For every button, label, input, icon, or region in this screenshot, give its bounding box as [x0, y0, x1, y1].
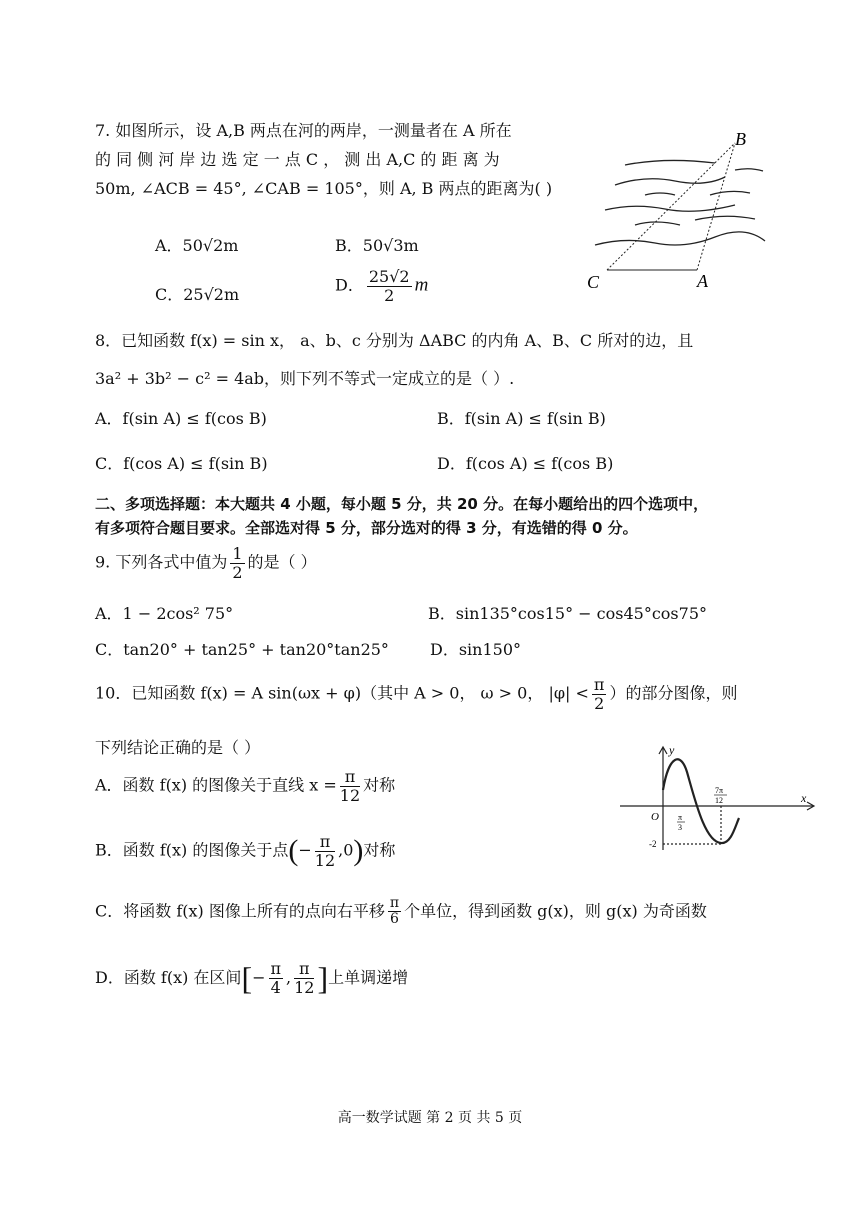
q9-stem	[95, 545, 317, 581]
river-wave	[615, 177, 725, 185]
y-axis-label: y	[669, 743, 675, 757]
tick-7pi12-num: 7π	[715, 786, 724, 795]
option-fraction	[388, 896, 401, 928]
q10-option-a	[95, 768, 395, 804]
frac-num: π	[389, 895, 400, 911]
river-wave	[635, 222, 680, 225]
q10-stem-text-end: ）的部分图像，则	[609, 683, 738, 703]
point-b-label: B	[735, 129, 746, 149]
q7-option-d-fraction	[367, 268, 412, 304]
q8-option-c: C．f(cos A) ≤ f(sin B)	[95, 454, 268, 473]
section2-heading-line2: 有多项符合题目要求。全部选对得 5 分，部分选对的得 3 分，有选错的得 0 分。	[95, 519, 638, 537]
q8-option-b: B．f(sin A) ≤ f(sin B)	[437, 409, 606, 428]
frac-num: π	[270, 959, 282, 979]
q7-stem-line2: 的 同 侧 河 岸 边 选 定 一 点 C ， 测 出 A,C 的 距 离 为	[95, 150, 500, 169]
x-axis-label: x	[801, 791, 807, 805]
frac-den: 12	[339, 785, 361, 805]
option-text-end: 对称	[363, 775, 396, 795]
tick-neg2: -2	[649, 839, 657, 849]
q7-stem-line1: 7. 如图所示，设 A,B 两点在河的两岸，一测量者在 A 所在	[95, 121, 512, 140]
q10-stem-line2: 下列结论正确的是（ ）	[95, 738, 261, 757]
option-fraction	[315, 833, 335, 869]
q7-option-d-unit: m	[414, 274, 429, 296]
river-wave	[625, 160, 715, 165]
frac-num: 25√2	[368, 267, 410, 286]
q9-option-b: B．sin135°cos15° − cos45°cos75°	[428, 604, 708, 623]
bracket-open: [	[241, 960, 253, 996]
frac-den: 4	[270, 978, 281, 997]
q10-stem-text: 10．已知函数 f(x) = A sin(ωx + φ)（其中 A > 0， ω > 0， |φ| <	[95, 683, 589, 703]
frac-num: π	[294, 960, 314, 979]
frac-num: π	[340, 768, 360, 787]
q7-option-b: B．50√3m	[335, 236, 419, 255]
q7-option-c: C．25√2m	[155, 285, 240, 304]
paren-open: (	[288, 834, 299, 868]
option-fraction	[269, 960, 284, 996]
page-footer: 高一数学试题 第 2 页 共 5 页	[337, 1110, 523, 1126]
q10-option-d: D．函数 f(x) 在区间[− $\frac{\pi}{4}$ , $\frac{\pi}{12}$ ]上单调递增	[95, 959, 409, 997]
q8-stem-line1: 8．已知函数 f(x) = sin x， a、b、c 分别为 ΔABC 的内角 A、B、C 所对的边，且	[95, 331, 694, 350]
q9-option-a: A．1 − 2cos² 75°	[95, 604, 234, 623]
sine-curve	[663, 759, 739, 843]
river-wave	[710, 191, 750, 195]
q7-river-figure	[585, 125, 775, 295]
q7-stem-line3: 50m, ∠ACB = 45°, ∠CAB = 105°，则 A, B 两点的距离为( )	[95, 179, 553, 198]
frac-num: π	[315, 833, 335, 852]
point-c-label: C	[587, 272, 600, 292]
option-text-end: 上单调递增	[328, 968, 409, 987]
option-fraction	[294, 960, 314, 996]
bracket-close: ]	[317, 960, 329, 996]
q9-stem-text: 9. 下列各式中值为	[95, 552, 228, 572]
frac-den: 2	[232, 562, 243, 582]
frac-den: 12	[294, 978, 315, 997]
q8-option-d: D．f(cos A) ≤ f(cos B)	[437, 454, 614, 473]
section2-heading-line1: 二、多项选择题：本大题共 4 小题，每小题 5 分，共 20 分。在每小题给出的四个选项中，	[95, 495, 709, 513]
river-wave	[735, 169, 763, 171]
frac-den: 12	[314, 850, 336, 870]
tick-pi3-den: 3	[678, 823, 682, 832]
q10-option-c	[95, 896, 707, 928]
origin-label: O	[651, 811, 659, 823]
option-text: D．函数 f(x) 在区间	[95, 968, 242, 987]
paren-close: )	[353, 834, 364, 868]
q7-option-d-label: D．	[335, 275, 364, 295]
frac-num: 1	[232, 544, 243, 563]
q10-option-b: B．函数 f(x) 的图像关于点(− $\frac{\pi}{12}$ ,0)对称	[95, 832, 396, 870]
point-a-label: A	[697, 271, 708, 291]
frac-num: π	[593, 675, 605, 694]
q8-stem-line2: 3a² + 3b² − c² = 4ab，则下列不等式一定成立的是（ ）.	[95, 369, 515, 388]
frac-den: 2	[594, 693, 605, 713]
q9-option-d: D．sin150°	[430, 640, 522, 659]
tick-pi3-num: π	[678, 813, 683, 822]
river-bank-line	[595, 232, 765, 245]
option-text-end: 个单位，得到函数 g(x)，则 g(x) 为奇函数	[404, 901, 707, 921]
q8-option-a: A．f(sin A) ≤ f(cos B)	[95, 409, 267, 428]
q10-stem-fraction	[592, 676, 607, 712]
river-wave	[695, 216, 755, 220]
option-text-end: 对称	[363, 840, 396, 860]
frac-den: 2	[384, 285, 395, 305]
q10-stem-line1	[95, 676, 737, 712]
q7-option-a: A．50√2m	[155, 236, 239, 255]
q9-fraction	[230, 545, 244, 581]
option-text: A．函数 f(x) 的图像关于直线 x =	[95, 775, 337, 795]
option-fraction	[340, 768, 360, 804]
q9-option-c: C．tan20° + tan25° + tan20°tan25°	[95, 640, 389, 659]
option-text: C．将函数 f(x) 图像上所有的点向右平移	[95, 901, 385, 921]
q9-stem-text-end: 的是（ ）	[247, 552, 317, 572]
q10-function-graph	[615, 742, 820, 854]
river-wave	[645, 193, 675, 195]
frac-den: 6	[390, 911, 399, 928]
option-text: B．函数 f(x) 的图像关于点	[95, 840, 289, 860]
q7-option-d	[335, 268, 428, 304]
tick-7pi12-den: 12	[715, 796, 723, 805]
